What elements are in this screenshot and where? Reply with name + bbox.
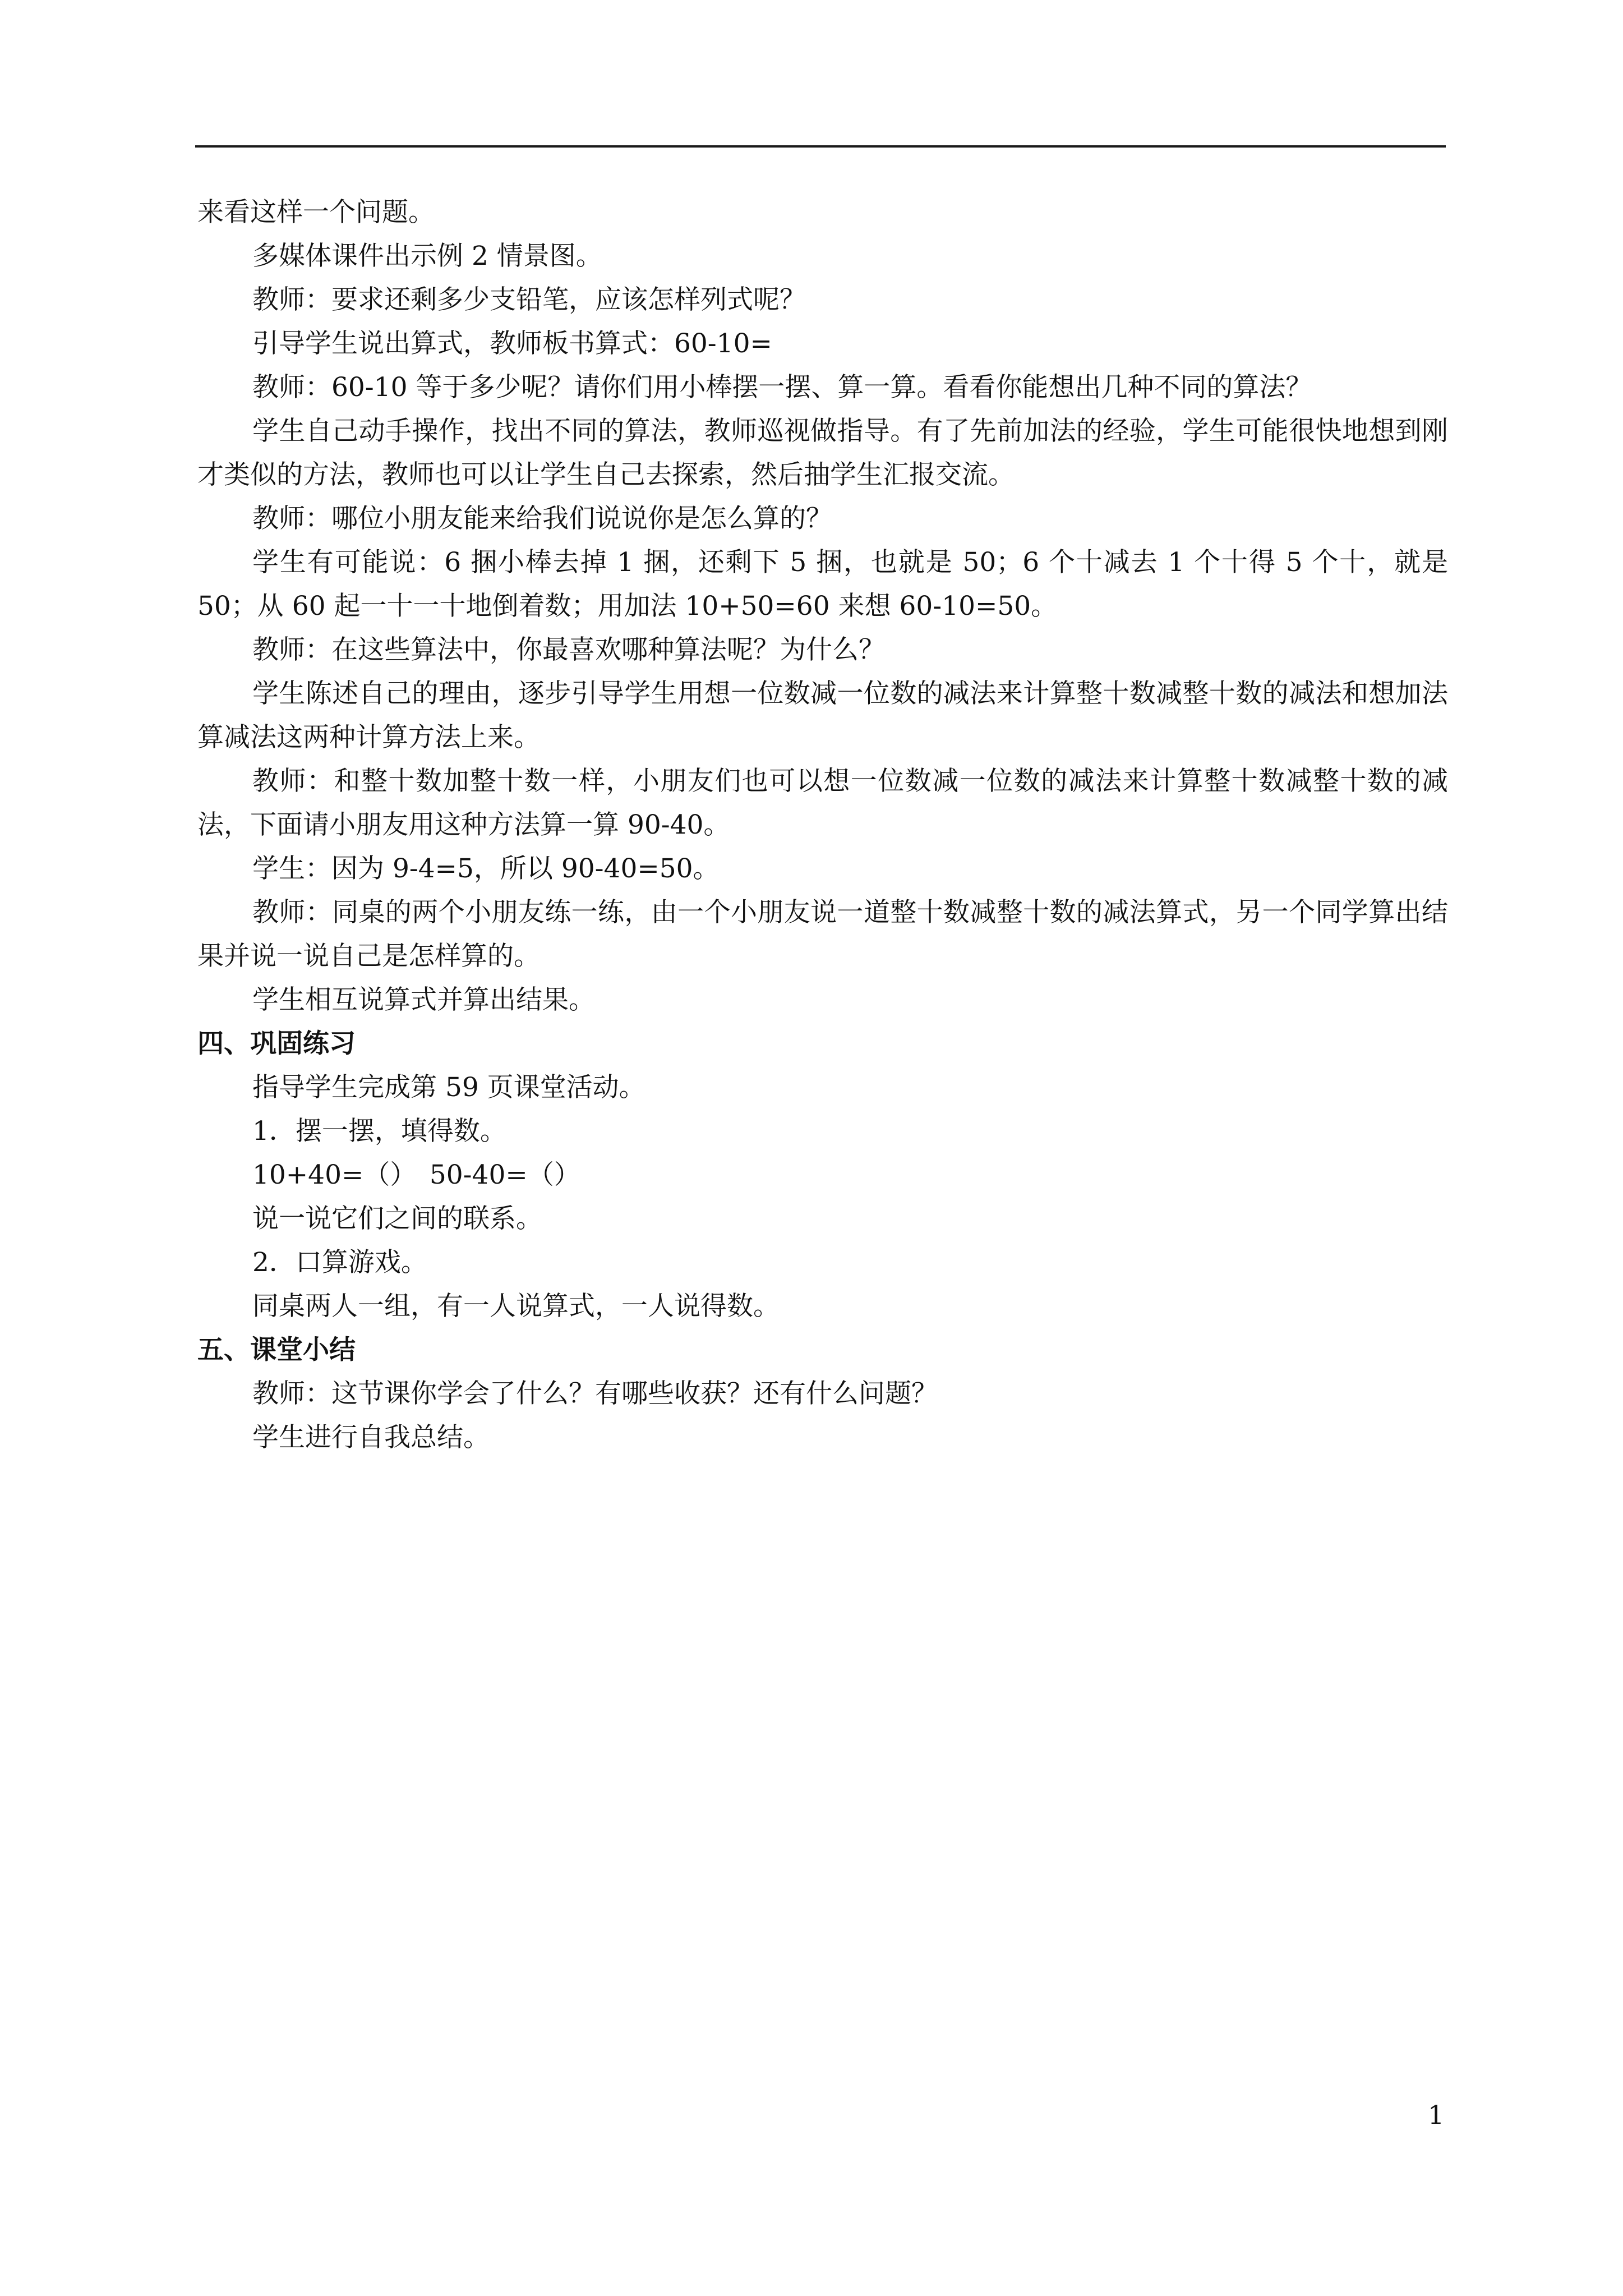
paragraph: 1．摆一摆，填得数。 — [252, 1116, 506, 1147]
paragraph: 学生自己动手操作，找出不同的算法，教师巡视做指导。有了先前加法的经验，学生可能很快地想到刚才类似的方法，教师也可以让学生自己去探索，然后抽学生汇报交流。 — [197, 416, 1448, 490]
paragraph: 教师：同桌的两个小朋友练一练，由一个小朋友说一道整十数减整十数的减法算式，另一个同学算出结果并说一说自己是怎样算的。 — [197, 897, 1448, 972]
paragraph: 说一说它们之间的联系。 — [252, 1203, 542, 1234]
paragraph: 同桌两人一组，有一人说算式，一人说得数。 — [252, 1291, 780, 1322]
header-rule — [195, 145, 1446, 148]
paragraph: 2．口算游戏。 — [252, 1247, 427, 1278]
paragraph: 教师：要求还剩多少支铅笔，应该怎样列式呢？ — [252, 284, 806, 315]
paragraph: 教师：和整十数加整十数一样，小朋友们也可以想一位数减一位数的减法来计算整十数减整十数的减法，下面请小朋友用这种方法算一算 90-40。 — [197, 766, 1448, 840]
paragraph: 引导学生说出算式，教师板书算式：60-10= — [252, 328, 772, 359]
paragraph: 多媒体课件出示例 2 情景图。 — [252, 241, 602, 272]
paragraph: 教师：这节课你学会了什么？有哪些收获？还有什么问题？ — [252, 1378, 938, 1409]
section-heading: 四、巩固练习 — [197, 1028, 356, 1059]
document-body — [197, 191, 1448, 1460]
section-heading: 五、课堂小结 — [197, 1335, 356, 1365]
paragraph: 学生：因为 9-4=5，所以 90-40=50。 — [252, 853, 720, 884]
paragraph: 教师：哪位小朋友能来给我们说说你是怎么算的？ — [252, 503, 832, 534]
paragraph: 10+40=（） 50-40=（） — [252, 1159, 580, 1190]
paragraph: 学生有可能说：6 捆小棒去掉 1 捆，还剩下 5 捆，也就是 50；6 个十减去 1 个十得 5 个十，就是 50；从 60 起一十一十地倒着数；用加法 10+50=60 来想 60-10=50。 — [197, 547, 1448, 622]
paragraph: 指导学生完成第 59 页课堂活动。 — [252, 1072, 645, 1103]
paragraph: 教师：在这些算法中，你最喜欢哪种算法呢？为什么？ — [252, 634, 885, 665]
paragraph: 学生陈述自己的理由，逐步引导学生用想一位数减一位数的减法来计算整十数减整十数的减法和想加法算减法这两种计算方法上来。 — [197, 678, 1448, 753]
paragraph: 来看这样一个问题。 — [197, 197, 435, 228]
paragraph: 教师：60-10 等于多少呢？请你们用小棒摆一摆、算一算。看看你能想出几种不同的算法？ — [252, 372, 1312, 403]
paragraph: 学生相互说算式并算出结果。 — [252, 984, 595, 1015]
paragraph: 学生进行自我总结。 — [252, 1422, 490, 1453]
page-number: 1 — [1428, 2100, 1445, 2130]
